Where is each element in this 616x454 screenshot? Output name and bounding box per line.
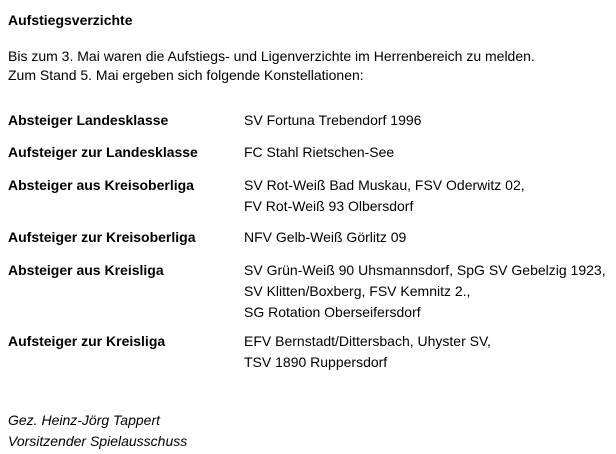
row-value <box>244 142 394 163</box>
team-line: TSV 1890 Ruppersdorf <box>244 354 388 370</box>
row-label: Aufsteiger zur Landesklasse <box>8 144 198 160</box>
row-label: Absteiger aus Kreisoberliga <box>8 177 194 193</box>
intro-paragraph <box>8 47 535 85</box>
row-label: Absteiger Landesklasse <box>8 112 169 128</box>
row-value <box>244 110 421 131</box>
intro-line: Zum Stand 5. Mai ergeben sich folgende Konstellationen: <box>8 67 364 83</box>
document-title: Aufstiegsverzichte <box>8 12 133 28</box>
row-value <box>244 227 406 248</box>
intro-line: Bis zum 3. Mai waren die Aufstiegs- und Ligenverzichte im Herrenbereich zu melden. <box>8 48 535 64</box>
row-value <box>244 175 525 217</box>
row-label: Absteiger aus Kreisliga <box>8 262 164 278</box>
team-line: FV Rot-Weiß 93 Olbersdorf <box>244 198 414 214</box>
team-line: SG Rotation Oberseifersdorf <box>244 304 421 320</box>
row-label: Aufsteiger zur Kreisliga <box>8 333 166 349</box>
team-line: EFV Bernstadt/Dittersbach, Uhyster SV, <box>244 333 491 349</box>
row-label: Aufsteiger zur Kreisoberliga <box>8 229 196 245</box>
signature-name: Gez. Heinz-Jörg Tappert <box>8 412 160 428</box>
team-line: SV Fortuna Trebendorf 1996 <box>244 112 422 128</box>
signature <box>8 410 187 452</box>
signature-role: Vorsitzender Spielausschuss <box>8 433 188 449</box>
team-line: FC Stahl Rietschen-See <box>244 144 395 160</box>
team-line: SV Grün-Weiß 90 Uhsmannsdorf, SpG SV Gebelzig 1923, <box>244 262 606 278</box>
row-value <box>244 331 491 373</box>
team-line: SV Klitten/Boxberg, FSV Kemnitz 2., <box>244 283 471 299</box>
team-line: NFV Gelb-Weiß Görlitz 09 <box>244 229 407 245</box>
team-line: SV Rot-Weiß Bad Muskau, FSV Oderwitz 02, <box>244 177 525 193</box>
row-value <box>244 260 606 323</box>
